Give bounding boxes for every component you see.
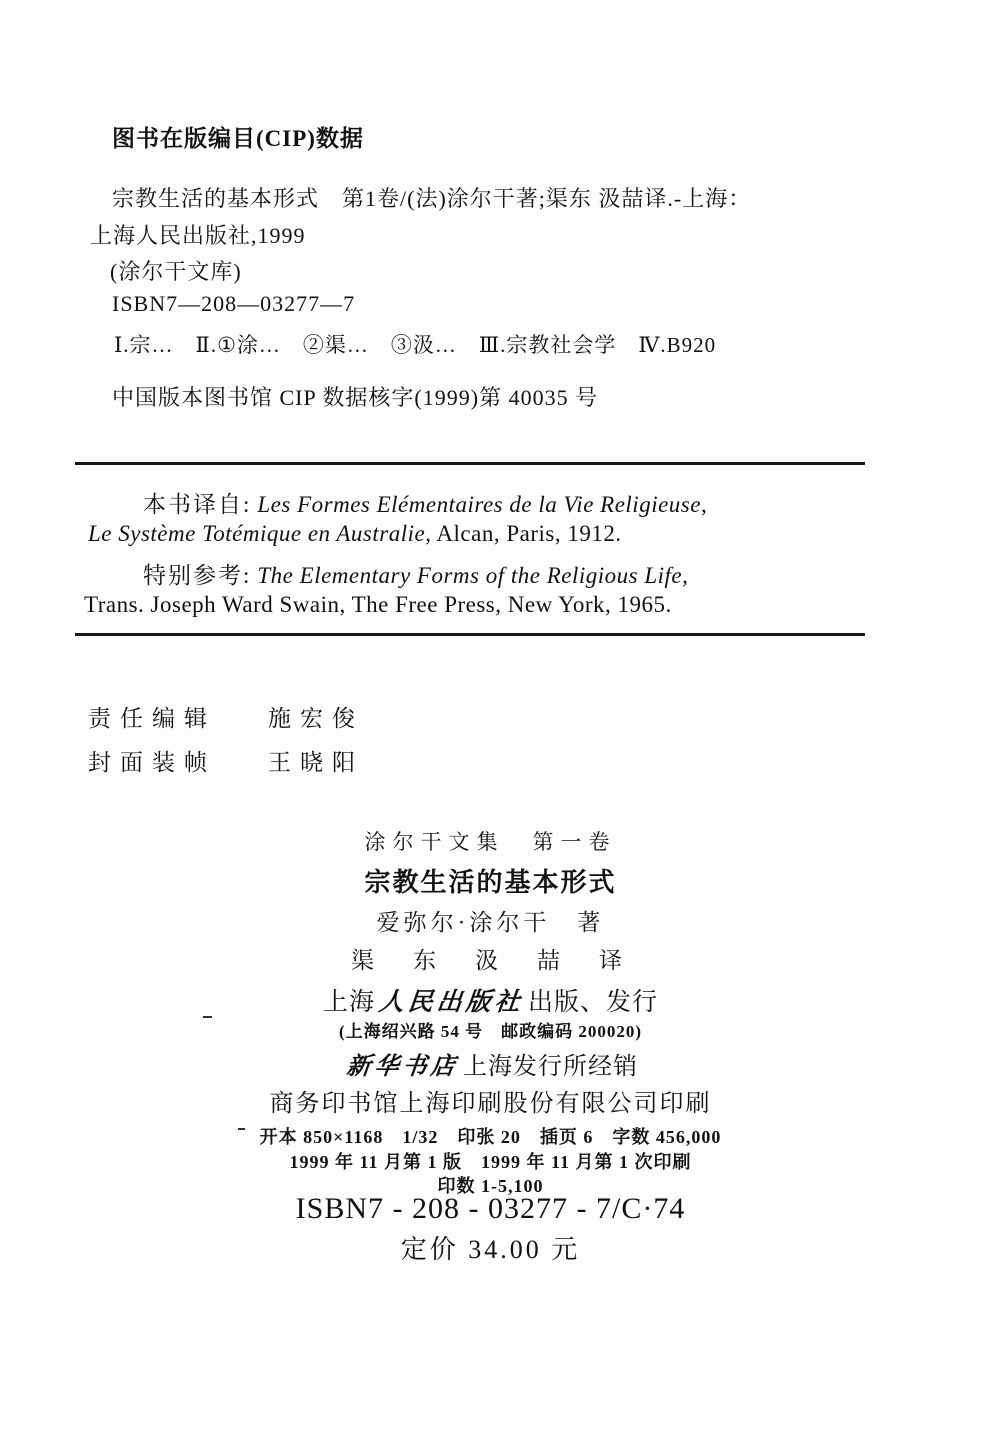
publisher-address: (上海绍兴路 54 号 邮政编码 200020) [338, 1022, 643, 1041]
cip-header: 图书在版编目(CIP)数据 [112, 126, 364, 151]
cip-entry-line2: 上海人民出版社,1999 [90, 223, 306, 248]
source-note-line2 [88, 521, 622, 547]
cip-entry-line1: 宗教生活的基本形式 第1卷/(法)涂尔干著;渠东 汲喆译.-上海： [112, 186, 752, 211]
scan-artifact-dash [203, 1016, 212, 1018]
scan-artifact-tick [238, 1128, 245, 1130]
distributor-line [0, 1046, 981, 1081]
divider-bottom [75, 633, 865, 636]
credit-name-editor: 施宏俊 [268, 706, 364, 731]
source-note-line4: Trans. Joseph Ward Swain, The Free Press, New York, 1965. [84, 592, 672, 617]
source-label-translated-from: 本书译自: [143, 492, 252, 517]
credit-row-cover-design [88, 744, 364, 777]
cip-registry-number: 中国版本图书馆 CIP 数据核字(1999)第 40035 号 [112, 385, 599, 410]
credit-role-editor: 责任编辑 [88, 706, 216, 731]
source-note-line3 [143, 557, 688, 590]
publisher-suffix: 出版、发行 [528, 989, 659, 1016]
print-run-line: 印数 1-5,100 [437, 1176, 544, 1196]
book-title: 宗教生活的基本形式 [364, 868, 617, 897]
translators-line: 渠 东 汲 喆 译 [351, 948, 630, 973]
source-french-imprint: , Alcan, Paris, 1912. [425, 521, 622, 546]
publisher-prefix: 上海 [322, 989, 375, 1016]
credit-row-editor [88, 700, 364, 733]
format-line: 开本 850×1168 1/32 印张 20 插页 6 字数 456,000 [259, 1127, 722, 1147]
source-french-title: Les Formes Elémentaires de la Vie Religieuse, [257, 492, 708, 517]
price-line: 定价 34.00 元 [400, 1235, 581, 1264]
series-volume-line: 涂尔干文集 第一卷 [364, 830, 617, 854]
printer-line: 商务印书馆上海印刷股份有限公司印刷 [269, 1091, 712, 1117]
edition-line: 1999 年 11 月第 1 版 1999 年 11 月第 1 次印刷 [289, 1152, 692, 1172]
publisher-script-logo: 人民出版社 [377, 989, 526, 1016]
divider-top [75, 462, 865, 465]
credit-role-cover-design: 封面装帧 [88, 750, 216, 775]
author-line: 爱弥尔·涂尔干 著 [376, 910, 605, 935]
source-note-line1 [143, 486, 707, 519]
source-french-subtitle: Le Système Totémique en Australie [88, 521, 426, 546]
source-english-title: The Elementary Forms of the Religious Life, [257, 563, 689, 588]
cip-series-note: (涂尔干文库) [110, 259, 242, 284]
distributor-script-logo: 新华书店 [345, 1054, 460, 1080]
cip-isbn: ISBN7—208—03277—7 [112, 291, 356, 316]
credit-name-cover-design: 王晓阳 [268, 750, 364, 775]
isbn-price-code: ISBN7 - 208 - 03277 - 7/C·74 [295, 1192, 686, 1225]
source-label-special-reference: 特别参考: [143, 563, 252, 588]
cip-classification: Ⅰ.宗… Ⅱ.①涂… ②渠… ③汲… Ⅲ.宗教社会学 Ⅳ.B920 [114, 333, 717, 357]
distributor-rest: 上海发行所经销 [463, 1054, 638, 1080]
publisher-line [0, 982, 981, 1018]
